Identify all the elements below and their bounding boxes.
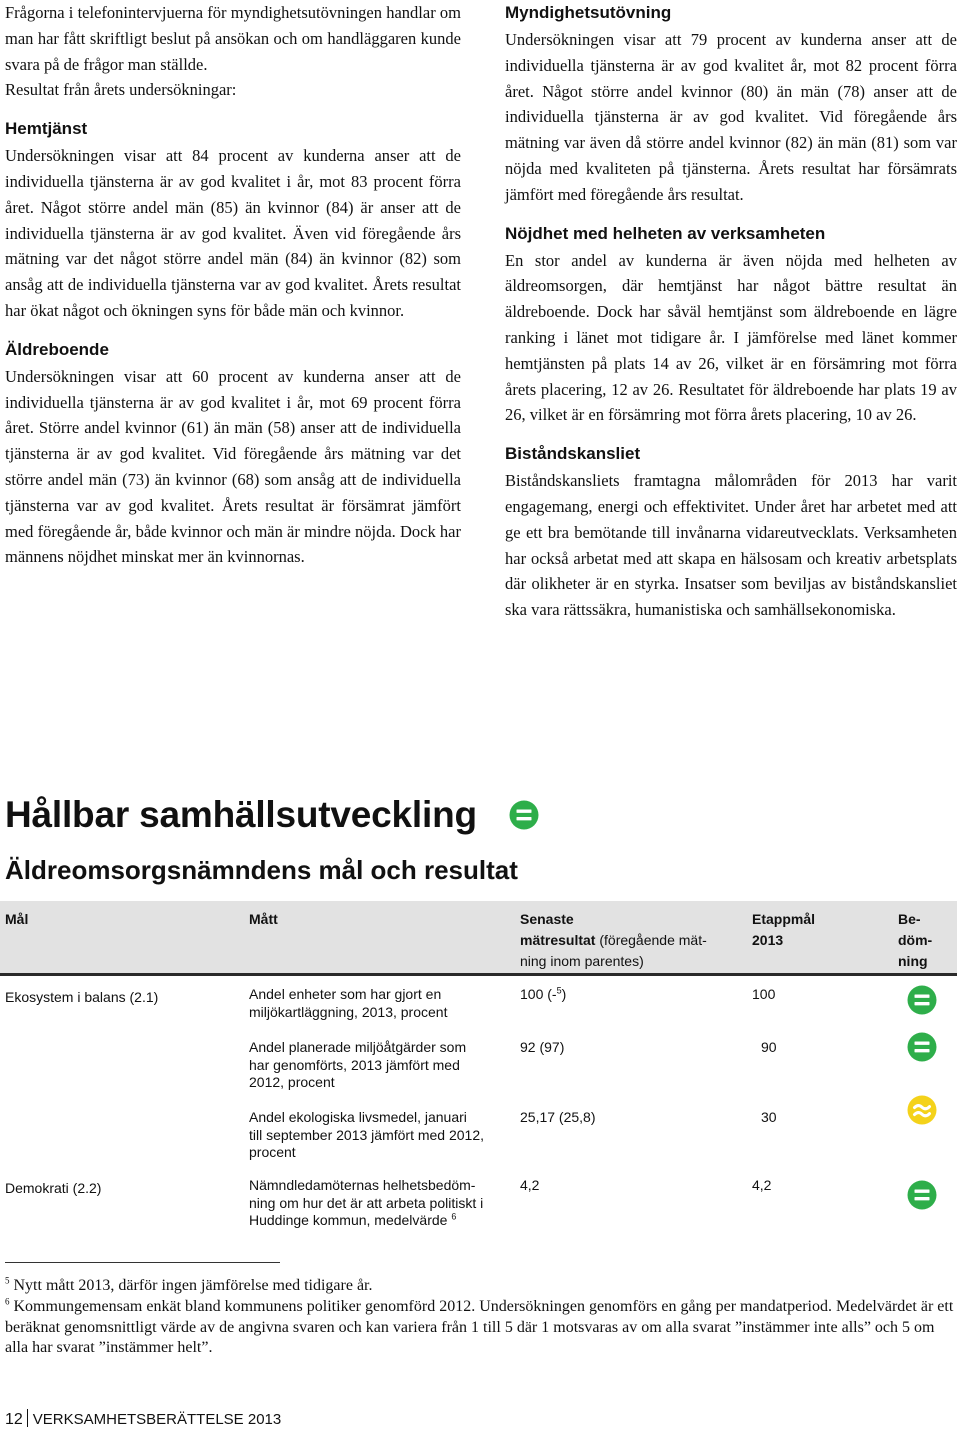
myndighet-heading: Myndighetsutövning — [505, 3, 672, 22]
bistand-heading: Biståndskansliet — [505, 444, 641, 464]
header-latest-result: Senaste mätresultat (föregående mät- ning inom parentes) — [520, 911, 707, 969]
row-measure: Andel planerade miljöåtgärder som har genomförts, 2013 jämfört med 2012, procent — [249, 1039, 467, 1090]
results-intro: Resultat från årets undersökningar: — [5, 80, 237, 100]
page-number: 12 — [5, 1411, 23, 1428]
header-measure: Mått — [249, 911, 278, 927]
equal-rating-icon — [907, 1032, 937, 1062]
footnote-divider — [5, 1262, 280, 1263]
section-subtitle: Äldreomsorgsnämndens mål och resultat — [5, 855, 518, 885]
row-result: 92 (97) — [520, 1039, 565, 1055]
row-target: 100 — [752, 986, 776, 1002]
header-target: Etappmål 2013 — [752, 911, 816, 948]
row-target: 4,2 — [752, 1177, 772, 1193]
row-result: 25,17 (25,8) — [520, 1109, 596, 1125]
page-footer — [5, 1409, 281, 1430]
approx-rating-icon — [907, 1095, 937, 1125]
row-target: 90 — [761, 1039, 777, 1055]
row-result: 4,2 — [520, 1177, 540, 1193]
left-column — [5, 0, 461, 570]
row-measure: Nämndledamöternas helhetsbedöm- ning om hur det är att arbeta politiskt i Huddinge kommun, medelvärde $^6$ — [249, 1177, 484, 1228]
right-column — [505, 0, 957, 623]
equal-rating-icon — [907, 1180, 937, 1210]
row-result: 100 (-$^5$) — [520, 985, 567, 1002]
row-goal: Demokrati (2.2) — [5, 1180, 102, 1196]
equal-rating-icon — [907, 985, 937, 1015]
footnote-5: $^5$ Nytt mått 2013, därför ingen jämförelse med tidigare år. — [5, 1275, 373, 1294]
footnote-6: $^6$ Kommungemensam enkät bland kommunens politiker genomförd 2012. Undersökningen genomförs en gång per mandatperiod. Medelvärdet är ett beräknat genomsnittligt värde av de angivna svaren och kan variera från 1 till 5 där 1 motsvaras av om alla svarat ”instämmer inte alls” och 5 om alla har svarat ”instämmer helt”. — [5, 1296, 954, 1356]
header-goal: Mål — [5, 911, 29, 927]
myndighet-paragraph: Undersökningen visar att 79 procent av kunderna anser att de individuella tjänsterna är av god kvalitet år, mot 82 procent förra året. Något större andel kvinnor (80) än män (78) anser att de individuella tjänsterna är av god kvalitet. Vid föregående års mätning var även då större andel kvinnor (82) än män (81) som var nöjda med kvaliteten på tjänsterna. Årets resultat har försämrats jämfört med föregående års resultat. — [505, 30, 957, 204]
report-name: VERKSAMHETSBERÄTTELSE 2013 — [32, 1411, 282, 1428]
intro-paragraph: Frågorna i telefonintervjuerna för myndighetsutövningen handlar om man har fått skriftligt beslut på ansökan och om handläggaren kunde svara på de frågor man ställde. — [5, 3, 461, 74]
row-measure: Andel ekologiska livsmedel, januari till september 2013 jämfört med 2012, procent — [249, 1109, 485, 1160]
hemtjanst-heading: Hemtjänst — [5, 119, 88, 139]
footer-divider — [27, 1409, 28, 1427]
row-target: 30 — [761, 1109, 777, 1125]
section-title: Hållbar samhällsutveckling — [5, 794, 477, 835]
nojdhet-paragraph: En stor andel av kunderna är även nöjda med helheten av äldreomsorgen, där hemtjänst har något bättre resultat än äldreboende. Dock har såväl hemtjänst som äldreboende en lägre ranking i länet mot tidigare år. I jämförelse med länet kommer hemtjänsten på plats 14 av 26, vilket är en försämring mot förra årets placering, 12 av 26. Resultatet för äldreboende har plats 19 av 26, vilket är en försämring mot förra årets placering, 10 av 26. — [505, 250, 957, 425]
aldreboende-heading: Äldreboende — [5, 339, 109, 359]
nojdhet-heading: Nöjdhet med helheten av verksamheten — [505, 223, 826, 243]
bistand-paragraph: Biståndskansliets framtagna målområden för 2013 har varit engagemang, energi och effektivitet. Under året har arbetet med att ge ett bra bemötande till invånarna vidareutvecklats. Verksamheten har också arbetat med att skapa en hälsosam och kreativ arbetsplats där olikheter är en styrka. Insatser som beviljas av biståndskansliet ska vara rättssäkra, humanistiska och samhällsekonomiska. — [505, 471, 957, 620]
equal-rating-icon — [509, 800, 539, 830]
header-assessment: Be- döm- ning — [898, 911, 933, 969]
row-measure: Andel enheter som har gjort en miljökartläggning, 2013, procent — [249, 986, 448, 1020]
table-header — [0, 901, 957, 976]
aldreboende-paragraph: Undersökningen visar att 60 procent av kunderna anser att de individuella tjänsterna är av god kvalitet i år, mot 69 procent förra året. Större andel kvinnor (61) än män (58) anser att de individuella tjänsterna är av god kvalitet. Vid föregående års mätning var det större andel män (73) än kvinnor (68) som ansåg att de individuella tjänsterna var av god kvalitet. Årets resultat är försämrat jämfört med föregående år, både kvinnor och män är mindre nöjda. Dock har männens nöjdhet minskat mer än kvinnornas. — [5, 366, 461, 567]
hemtjanst-paragraph: Undersökningen visar att 84 procent av kunderna anser att de individuella tjänsterna är av god kvalitet i år, mot 83 procent förra året. Något större andel män (85) än kvinnor (84) är anser att de individuella tjänsterna är av god kvalitet. Även vid föregående års mätning var det något större andel män (84) än kvinnor (82) som ansåg att de individuella tjänsterna var av god kvalitet. Årets resultat har ökat något och ökningen syns för både män och kvinnor. — [5, 146, 461, 320]
row-goal: Ekosystem i balans (2.1) — [5, 989, 159, 1005]
